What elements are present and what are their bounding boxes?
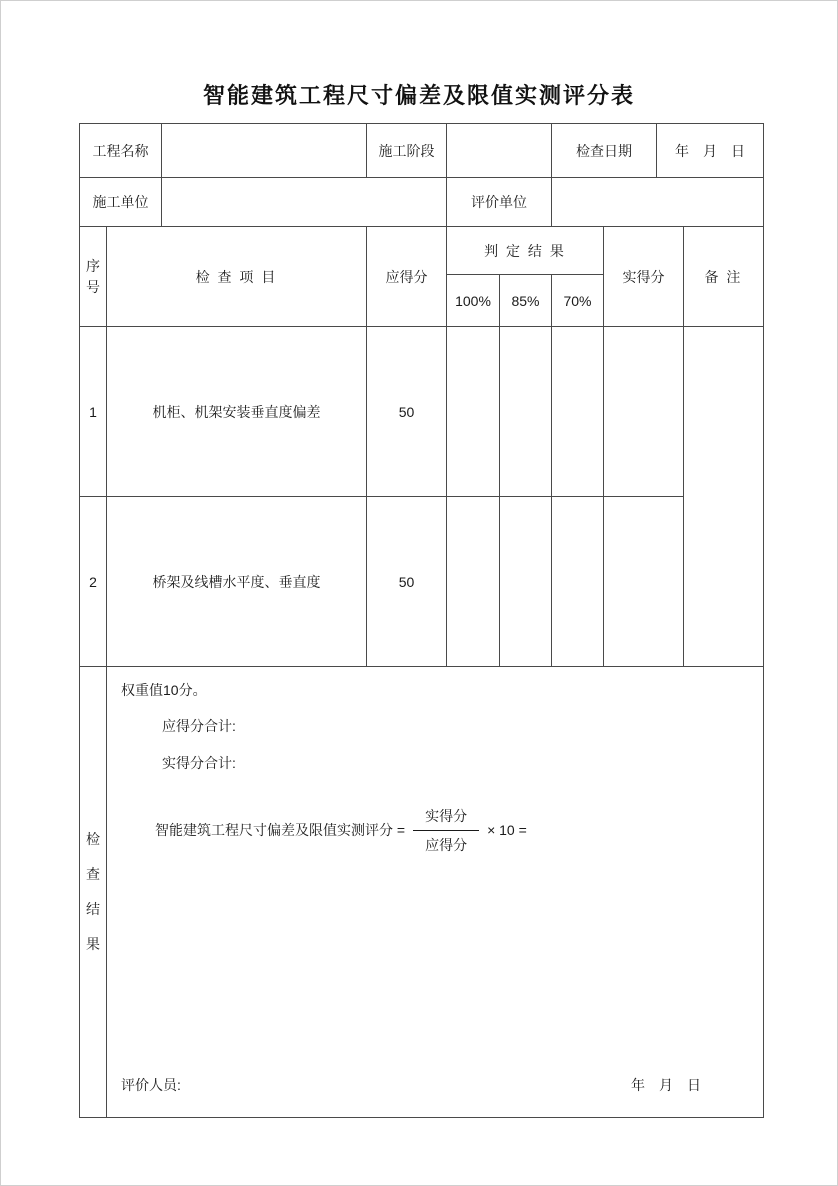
formula-denominator: 应得分 xyxy=(413,830,479,855)
row2-actual-score-cell[interactable] xyxy=(604,497,684,667)
expected-score-header: 应得分 xyxy=(367,227,447,327)
project-name-field[interactable] xyxy=(162,124,367,178)
result-footer xyxy=(121,1075,701,1095)
evaluation-unit-label: 评价单位 xyxy=(447,178,552,227)
actual-score-header: 实得分 xyxy=(604,227,684,327)
formula-prefix: 智能建筑工程尺寸偏差及限值实测评分 = xyxy=(155,822,406,838)
construction-stage-label: 施工阶段 xyxy=(367,124,447,178)
result-section-cell xyxy=(80,667,107,1118)
row2-item: 桥架及线槽水平度、垂直度 xyxy=(107,497,367,667)
row2-judge-70-cell[interactable] xyxy=(552,497,604,667)
result-section-label: 检查结果 xyxy=(86,831,100,952)
construction-unit-label: 施工单位 xyxy=(80,178,162,227)
row2-expected-score: 50 xyxy=(367,497,447,667)
remark-header: 备 注 xyxy=(684,227,764,327)
project-name-label: 工程名称 xyxy=(80,124,162,178)
row2-seq: 2 xyxy=(80,497,107,667)
row1-expected-score: 50 xyxy=(367,327,447,497)
judge-level-85-header: 85% xyxy=(500,275,552,327)
weight-note: 权重值10分。 xyxy=(121,681,207,698)
actual-total-label: 实得分合计: xyxy=(162,754,236,771)
info-row-2 xyxy=(80,178,764,227)
evaluator-label: 评价人员: xyxy=(121,1076,181,1093)
item-header: 检 查 项 目 xyxy=(107,227,367,327)
row2-judge-100-cell[interactable] xyxy=(447,497,500,667)
seq-header xyxy=(80,227,107,327)
judge-level-70-header: 70% xyxy=(552,275,604,327)
row1-judge-85-cell[interactable] xyxy=(500,327,552,497)
expected-total-label: 应得分合计: xyxy=(162,717,236,734)
result-row xyxy=(80,667,764,1118)
page-title: 智能建筑工程尺寸偏差及限值实测评分表 xyxy=(202,83,635,108)
construction-stage-field[interactable] xyxy=(447,124,552,178)
info-row-1 xyxy=(80,124,764,178)
row1-seq: 1 xyxy=(80,327,107,497)
row1-item: 机柜、机架安装垂直度偏差 xyxy=(107,327,367,497)
check-date-field[interactable]: 年 月 日 xyxy=(657,124,764,178)
construction-unit-field[interactable] xyxy=(162,178,447,227)
score-form-table xyxy=(79,123,764,1118)
header-row-1 xyxy=(80,227,764,275)
row1-judge-100-cell[interactable] xyxy=(447,327,500,497)
row2-judge-85-cell[interactable] xyxy=(500,497,552,667)
table-row xyxy=(80,327,764,497)
result-content-cell xyxy=(107,667,764,1118)
formula-suffix: × 10 = xyxy=(487,822,527,838)
score-formula xyxy=(155,806,527,855)
formula-numerator: 实得分 xyxy=(425,807,468,824)
table-row xyxy=(80,497,764,667)
check-date-label: 检查日期 xyxy=(552,124,657,178)
judge-result-header: 判 定 结 果 xyxy=(447,227,604,275)
remark-cell[interactable] xyxy=(684,327,764,667)
evaluation-date: 年 月 日 xyxy=(631,1076,701,1093)
formula-fraction xyxy=(413,806,479,855)
row1-actual-score-cell[interactable] xyxy=(604,327,684,497)
seq-header-label: 序号 xyxy=(86,257,100,295)
row1-judge-70-cell[interactable] xyxy=(552,327,604,497)
judge-level-100-header: 100% xyxy=(447,275,500,327)
evaluation-unit-field[interactable] xyxy=(552,178,764,227)
